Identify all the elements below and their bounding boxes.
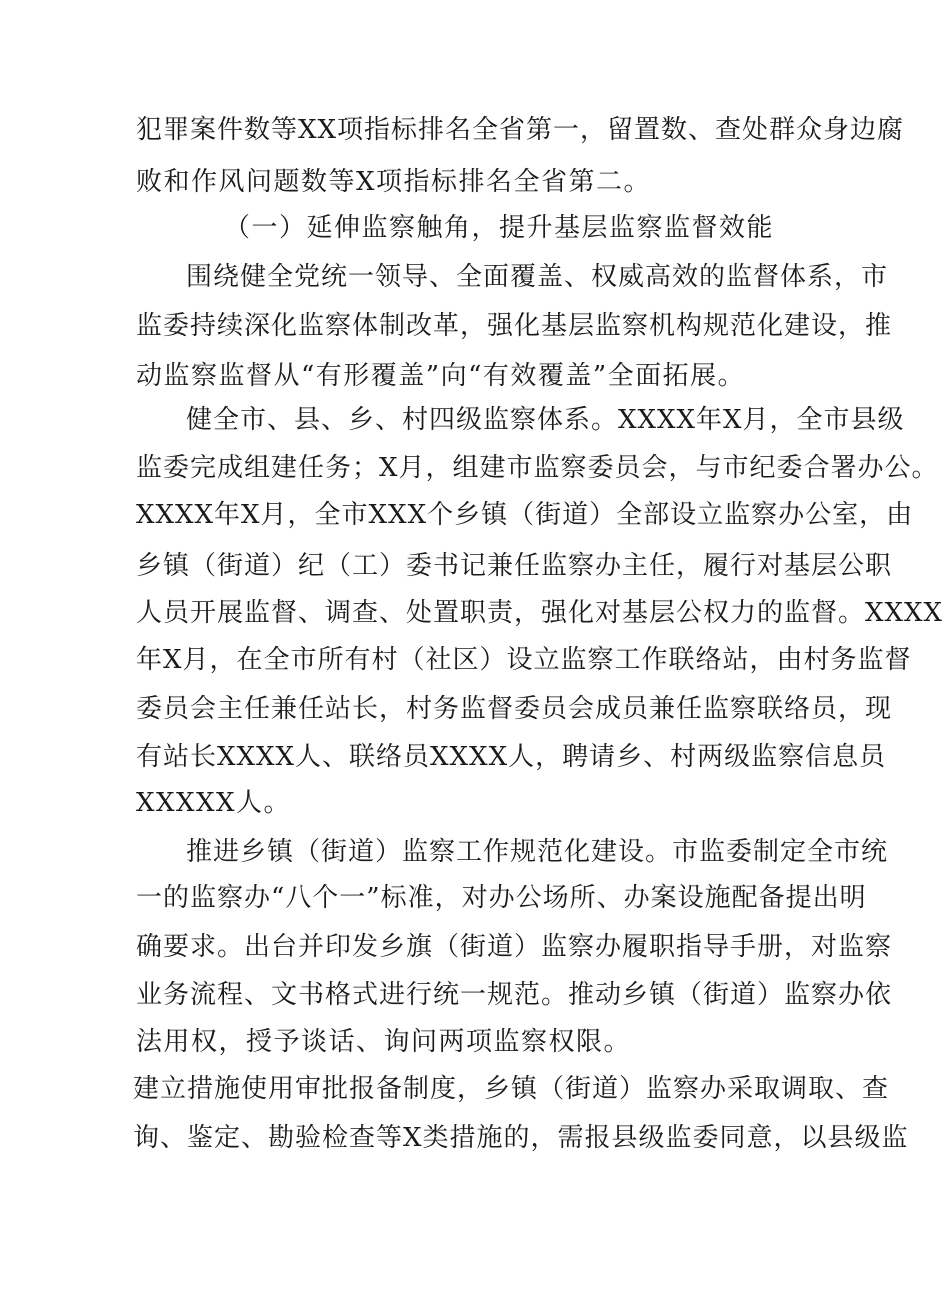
text-line: 监委完成组建任务；X月，组建市监察委员会，与市纪委合署办公。 <box>136 453 939 483</box>
text-line: 委员会主任兼任站长，村务监督委员会成员兼任监察联络员，现 <box>136 694 893 724</box>
text-line: 乡镇（街道）纪（工）委书记兼任监察办主任，履行对基层公职 <box>136 551 893 581</box>
text-line: 犯罪案件数等XX项指标排名全省第一，留置数、查处群众身边腐 <box>136 115 905 145</box>
text-line: 健全市、县、乡、村四级监察体系。XXXX年X月，全市县级 <box>186 405 905 435</box>
section-heading: （一）延伸监察触角，提升基层监察监督效能 <box>224 213 775 243</box>
text-line: 年X月，在全市所有村（社区）设立监察工作联络站，由村务监督 <box>136 645 912 675</box>
text-line: 败和作风问题数等X项指标排名全省第二。 <box>136 167 652 197</box>
text-line: 一的监察办“八个一”标准，对办公场所、办案设施配备提出明 <box>136 883 867 913</box>
text-line: 确要求。出台并印发乡旗（街道）监察办履职指导手册，对监察 <box>136 932 893 962</box>
text-line: 有站长XXXX人、联络员XXXX人，聘请乡、村两级监察信息员 <box>136 742 887 772</box>
text-line: XXXX年X月，全市XXX个乡镇（街道）全部设立监察办公室，由 <box>136 500 914 530</box>
text-line: 监委持续深化监察体制改革，强化基层监察机构规范化建设，推 <box>136 311 893 341</box>
text-line: 业务流程、文书格式进行统一规范。推动乡镇（街道）监察办依 <box>136 980 893 1010</box>
text-line: 建立措施使用审批报备制度，乡镇（街道）监察办采取调取、查 <box>133 1074 890 1104</box>
text-line: 人员开展监督、调查、处置职责，强化对基层公权力的监督。XXXX <box>136 598 943 628</box>
text-line: 询、鉴定、勘验检查等X类措施的，需报县级监委同意，以县级监 <box>133 1123 909 1153</box>
text-line: 围绕健全党统一领导、全面覆盖、权威高效的监督体系，市 <box>186 262 889 292</box>
text-line: XXXXX人。 <box>136 788 292 818</box>
text-line: 推进乡镇（街道）监察工作规范化建设。市监委制定全市统 <box>186 837 889 867</box>
text-line: 动监察监督从“有形覆盖”向“有效覆盖”全面拓展。 <box>136 361 746 391</box>
text-line: 法用权，授予谈话、询问两项监察权限。 <box>136 1027 632 1057</box>
